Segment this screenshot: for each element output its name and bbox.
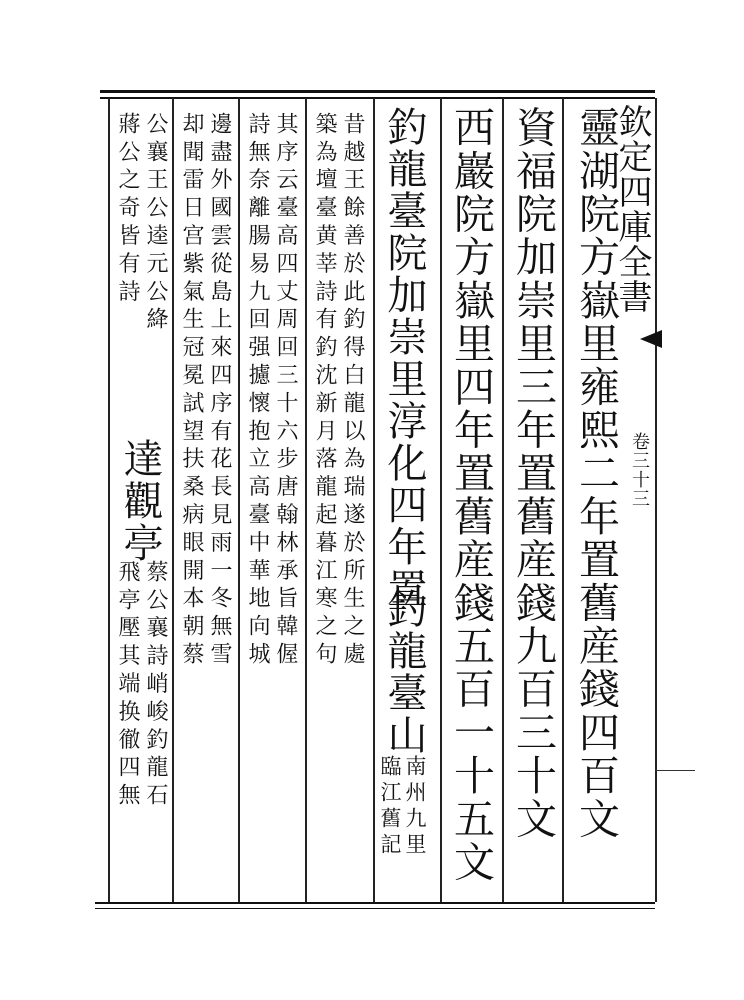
text-column-8-left-bottom: 飛亭壓其端换徹四無 — [115, 560, 140, 812]
margin-tick — [655, 770, 695, 771]
top-border — [100, 90, 655, 93]
text-column-8-heading: 達觀亭 — [117, 438, 163, 564]
text-column-2: 資福院加崇里三年置舊産錢九百三十文 — [509, 106, 557, 841]
text-column-6-right: 其序云臺高四丈周回三十六步唐翰林承旨韓偓 — [273, 112, 298, 670]
column-divider — [305, 98, 307, 902]
column-divider — [440, 98, 442, 902]
column-divider — [502, 98, 504, 902]
book-title: 欽定四庫全書 — [612, 104, 652, 314]
top-border-inner — [100, 97, 655, 99]
text-column-4-heading: 釣龍臺院加崇里淳化四年置 — [381, 106, 427, 610]
text-column-4-note-left: 臨江舊記 — [378, 755, 402, 859]
text-column-6-left: 詩無奈離腸易九回强攄懷抱立高臺中華地向城 — [245, 112, 270, 670]
text-column-8-right-top: 公襄王公逵元公絳 — [143, 112, 168, 336]
text-column-8-left-top: 蔣公之奇皆有詩 — [115, 112, 140, 308]
center-fold-line — [655, 98, 657, 902]
text-column-1: 靈湖院方嶽里雍熙二年置舊産錢四百文 — [572, 106, 620, 841]
volume-number: 卷三十三 — [629, 432, 650, 508]
column-divider — [562, 98, 564, 902]
text-column-7-left: 却聞雷日宫紫氣生冠冕試望扶桑病眼開本朝蔡 — [179, 112, 204, 670]
bottom-border-inner — [95, 908, 655, 909]
fish-tail-mark — [640, 330, 662, 348]
text-column-8-right-bottom: 蔡公襄詩峭峻釣龍石 — [143, 560, 168, 812]
column-divider — [172, 98, 174, 902]
column-divider — [373, 98, 375, 902]
column-divider — [238, 98, 240, 902]
column-divider — [108, 98, 110, 902]
bottom-border — [95, 902, 655, 904]
text-column-7-right: 邊盡外國雲從島上來四序有花長見雨一冬無雪 — [207, 112, 232, 670]
text-column-5-right: 昔越王餘善於此釣得白龍以為瑞遂於所生之處 — [340, 112, 365, 670]
text-column-4-note-right: 南州九里 — [403, 755, 427, 859]
text-column-3: 西巖院方嶽里四年置舊産錢五百一十五文 — [447, 106, 495, 884]
text-column-5-left: 築為壇臺黄莘詩有釣沈新月落龍起暮江寒之句 — [312, 112, 337, 670]
text-column-4-mountain: 釣龍臺山 — [381, 588, 427, 756]
